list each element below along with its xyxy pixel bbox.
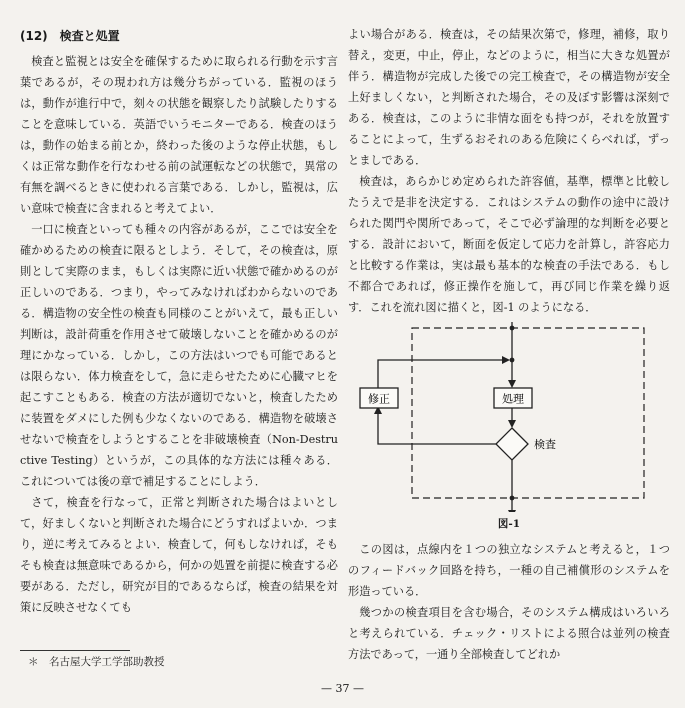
junction-dot <box>510 326 515 331</box>
section-heading: (12) 検査と処置 <box>20 29 120 43</box>
process-label: 処理 <box>502 392 524 406</box>
flow-diagram-svg <box>348 322 670 512</box>
paragraph: よい場合がある．検査は，その結果次第で，修理，補修，取り替え，変更，中止，停止，などのように，相当に大きな処置が伴う．構造物が完成した後での完工検査で，その構造物が安全上好ましくない，と判断された場合，その及ぼす影響は深刻である．検査は，このように非情な面をも持つが，それを放置することによって，生ずるおそれのある危険にくらべれば，ずっとましである． <box>348 28 670 167</box>
footnote-rule <box>20 650 130 651</box>
paragraph: さて，検査を行なって，正常と判断された場合はよいとして，好ましくないと判断された場合にどうすればよいか．つまり，逆に考えてみるとよい．検査して，何もしなければ，そもそも検査は無意味であるから，何かの処置を前提に検査する必要がある．ただし，研究が目的であるならば，検査の結果を対策に反映させなくても <box>20 496 338 614</box>
feedback-line <box>378 408 496 444</box>
paragraph: この図は，点線内を１つの独立なシステムと考えると，１つのフィードバック回路を持ち，一種の自己補償形のシステムを形造っている． <box>348 543 670 598</box>
paragraph: 一口に検査といっても種々の内容があるが，ここでは安全を確かめるための検査に限るとしよう．そして，その検査は，原則として実際のまま，もしくは実際に近い状態で確かめるのが正しいのである．つまり，やってみなければわからないのである．構造物の安全性の検査も同様のことがいえて，最も正しい判断は，設計荷重を作用させて破壊しないことを確かめるのが理にかなっている．しかし，この方法はいつでも可能であるとは限らない．体力検査をして，急に走らせたために心臓マヒを起こすこともある．検査の方法が適切でないと，検査したために装置をダメにした例も少なくないのである．構造物を破壊させないで検査をしようとすることを非破壊検査（Non-Destructive Testing）というが，この具体的な方法には種々ある．これについては後の章で補足することにしよう． <box>20 223 338 488</box>
junction-dot <box>510 358 515 363</box>
arrow-head <box>502 356 510 364</box>
decision-diamond <box>496 428 528 460</box>
footnote: ＊ 名古屋大学工学部助教授 <box>28 656 165 668</box>
paragraph: 検査は，あらかじめ定められた許容値，基準，標準と比較したうえで是非を決定する．これはシステムの動作の途中に設けられた関門や関所であって，そこで必ず論理的な判断を必要とする．設計において，断面を仮定して応力を計算し，許容応力と比較する作業は，実は最も基本的な検査の手法である．もし不都合であれば，修正操作を施して，再び同じ作業を繰り返す．これを流れ図に描くと，図-1 のようになる． <box>348 175 670 314</box>
arrow-head <box>508 420 516 428</box>
feedback-line <box>378 360 508 388</box>
paragraph: 幾つかの検査項目を含む場合，そのシステム構成はいろいろと考えられている．チェック・リストによる照合は並列の検査方法であって，一通り全部検査してどれか <box>348 606 670 661</box>
left-column <box>20 24 338 618</box>
arrow-head <box>508 380 516 388</box>
flow-diagram <box>348 322 670 512</box>
page-number: — 37 — <box>321 682 364 695</box>
fix-label: 修正 <box>368 392 390 406</box>
arrow-head <box>508 510 516 512</box>
paragraph: 検査と監視とは安全を確保するために取られる行動を示す言葉であるが，その現われ方は幾分ちがっている．監視のほうは，動作が進行中で，刻々の状態を観察したり試験したりすることを意味している．英語でいうモニターである．検査のほうは，動作の始まる前とか，終わった後のような停止状態，もしくは正常な動作を行なわせる前の試運転などの状態で，異常の有無を調べるときに使われる言葉である．しかし，監視は，広い意味で検査に含まれると考えてよい． <box>20 55 338 215</box>
right-column <box>348 24 670 665</box>
figure-caption: 図-1 <box>497 518 521 530</box>
inspect-label: 検査 <box>534 438 556 451</box>
system-boundary <box>412 328 644 498</box>
